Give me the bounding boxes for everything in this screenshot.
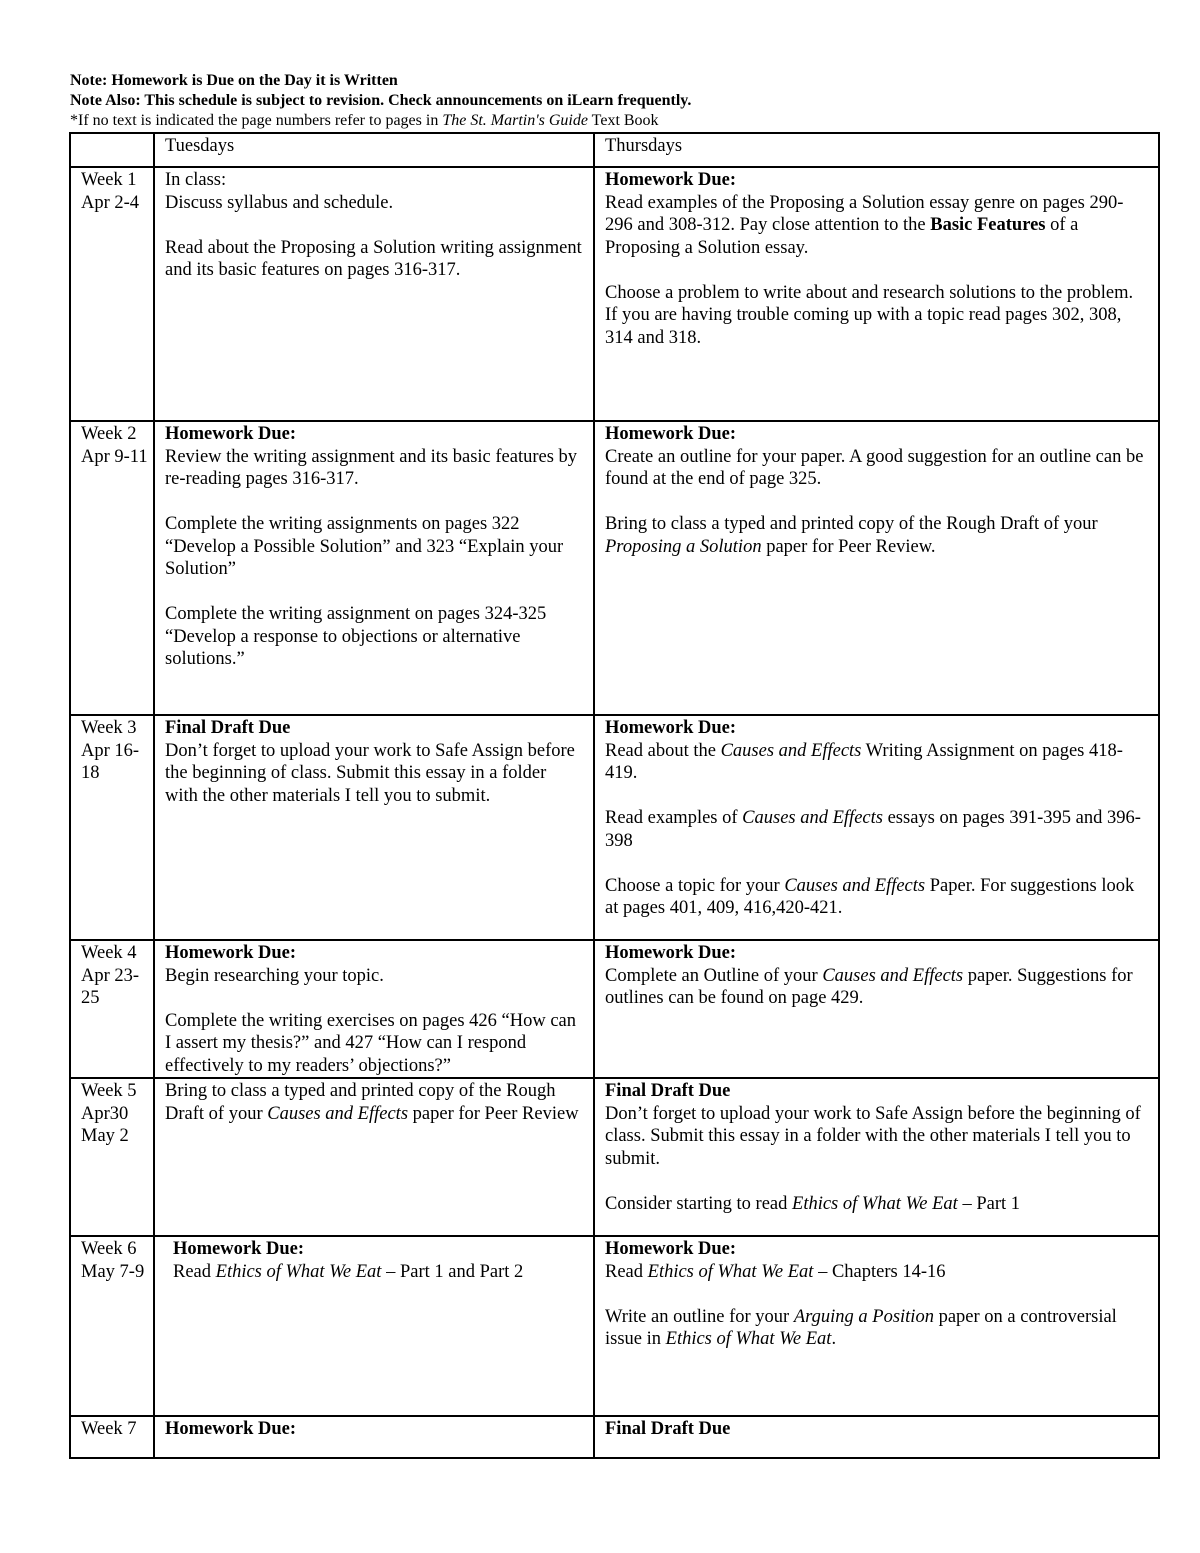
cell-text: Read about the Proposing a Solution writing assignment and its basic features on pages 316-317. [165,237,582,280]
cell-text: Bring to class a typed and printed copy of the Rough Draft of your Causes and Effects paper for Peer Review [165,1081,579,1124]
cell-text: Read examples of the Proposing a Solution essay genre on pages 290-296 and 308-312. Pay close attention to the Basic Features of a Proposing a Solution essay. [605,192,1124,258]
cell-text: Don’t forget to upload your work to Safe Assign before the beginning of class. Submit this essay in a folder with the other materials I tell you to submit. [605,1103,1141,1169]
revision-note: Note Also: This schedule is subject to revision. Check announcements on iLearn frequently. [70,92,692,109]
week-row [70,940,1159,1078]
cell-heading: Homework Due: [173,1239,305,1259]
homework-due-note: Note: Homework is Due on the Day it is Written [70,72,398,89]
thursday-cell [594,1236,1159,1416]
textbook-note-text: *If no text is indicated the page numbers refer to pages in [70,112,443,129]
cell-heading: Final Draft Due [605,1419,731,1439]
thursday-cell [594,1416,1159,1458]
week-label: Week 6 May 7-9 [70,1236,154,1416]
tuesday-cell [154,940,594,1078]
header-week-cell [70,133,154,167]
tuesday-cell [154,1416,594,1458]
cell-heading: Homework Due: [605,718,737,738]
tuesday-cell [154,715,594,940]
thursday-cell [594,940,1159,1078]
week-label: Week 2 Apr 9-11 [70,421,154,715]
paper-title: Causes and Effects [267,1103,409,1124]
book-title: Ethics of What We Eat [215,1261,382,1282]
thursday-cell [594,167,1159,421]
cell-text: Read about the Causes and Effects Writing Assignment on pages 418-419. [605,740,1123,783]
week-row [70,1416,1159,1458]
textbook-note [70,111,691,131]
basic-features-emphasis: Basic Features [930,215,1046,235]
cell-text: Complete the writing assignment on pages 324-325 “Develop a response to objections or alternative solutions.” [165,604,547,669]
cell-text: Read examples of Causes and Effects essays on pages 391-395 and 396-398 [605,808,1141,851]
week-label: Week 5 Apr30 May 2 [70,1078,154,1236]
paper-title: Causes and Effects [784,875,926,896]
cell-heading: Homework Due: [605,424,737,444]
tuesday-cell [154,1078,594,1236]
week-label: Week 4 Apr 23-25 [70,940,154,1078]
header-row [70,133,1159,167]
book-title: Ethics of What We Eat [665,1329,832,1349]
cell-text: Bring to class a typed and printed copy of the Rough Draft of your Proposing a Solution paper for Peer Review. [605,514,1098,557]
cell-text: Begin researching your topic. [165,965,384,986]
tuesday-cell [154,421,594,715]
book-title: Ethics of What We Eat [647,1261,814,1282]
week-label: Week 3 Apr 16-18 [70,715,154,940]
cell-heading: Homework Due: [165,943,297,963]
cell-text: Complete the writing assignments on pages 322 “Develop a Possible Solution” and 323 “Explain your Solution” [165,514,564,579]
cell-text: Don’t forget to upload your work to Safe Assign before the beginning of class. Submit this essay in a folder with the other materials I tell you to submit. [165,740,575,806]
cell-text: Complete an Outline of your Causes and Effects paper. Suggestions for outlines can be found on page 429. [605,965,1133,1008]
book-title: Ethics of What We Eat [792,1193,958,1214]
week-row [70,1236,1159,1416]
week-row [70,421,1159,715]
paper-title: Causes and Effects [742,808,883,828]
cell-text: Complete the writing exercises on pages 426 “How can I assert my thesis?” and 427 “How can I respond effectively to my readers’ objections?” [165,1010,576,1076]
cell-text: Consider starting to read Ethics of What We Eat – Part 1 [605,1193,1020,1214]
paper-title: Arguing a Position [793,1306,934,1327]
week-row [70,1078,1159,1236]
cell-heading: Homework Due: [605,170,737,190]
cell-heading: Homework Due: [165,424,297,444]
tuesday-cell [154,167,594,421]
paper-title: Causes and Effects [822,965,964,986]
cell-heading: Final Draft Due [605,1081,731,1101]
paper-title: Proposing a Solution [605,536,762,557]
cell-text: Choose a topic for your Causes and Effects Paper. For suggestions look at pages 401, 409, 416,420-421. [605,875,1135,918]
cell-text: Create an outline for your paper. A good suggestion for an outline can be found at the end of page 325. [605,446,1144,489]
thursday-cell [594,421,1159,715]
cell-heading: Homework Due: [605,943,737,963]
cell-heading: Homework Due: [165,1419,297,1439]
schedule-notes [70,71,691,131]
cell-text: Read Ethics of What We Eat – Part 1 and Part 2 [173,1261,524,1282]
week-row [70,715,1159,940]
paper-title: Causes and Effects [720,740,862,761]
cell-lead: In class: [165,170,227,190]
cell-text: Choose a problem to write about and research solutions to the problem. If you are having trouble coming up with a topic read pages 302, 308, 314 and 318. [605,282,1134,348]
cell-text: Discuss syllabus and schedule. [165,192,394,213]
schedule-table [69,132,1160,1459]
textbook-note-suffix: Text Book [587,112,659,129]
cell-heading: Homework Due: [605,1239,737,1259]
header-tuesdays: Tuesdays [154,133,594,167]
thursday-cell [594,1078,1159,1236]
cell-text: Review the writing assignment and its basic features by re-reading pages 316-317. [165,446,578,489]
cell-text: Read Ethics of What We Eat – Chapters 14-16 [605,1261,946,1282]
cell-text: Write an outline for your Arguing a Position paper on a controversial issue in Ethics of What We Eat. [605,1306,1117,1349]
tuesday-cell [154,1236,594,1416]
header-thursdays: Thursdays [594,133,1159,167]
week-row [70,167,1159,421]
textbook-title: The St. Martin's Guide [442,112,588,129]
week-label: Week 7 [70,1416,154,1458]
cell-heading: Final Draft Due [165,718,291,738]
thursday-cell [594,715,1159,940]
week-label: Week 1 Apr 2-4 [70,167,154,421]
